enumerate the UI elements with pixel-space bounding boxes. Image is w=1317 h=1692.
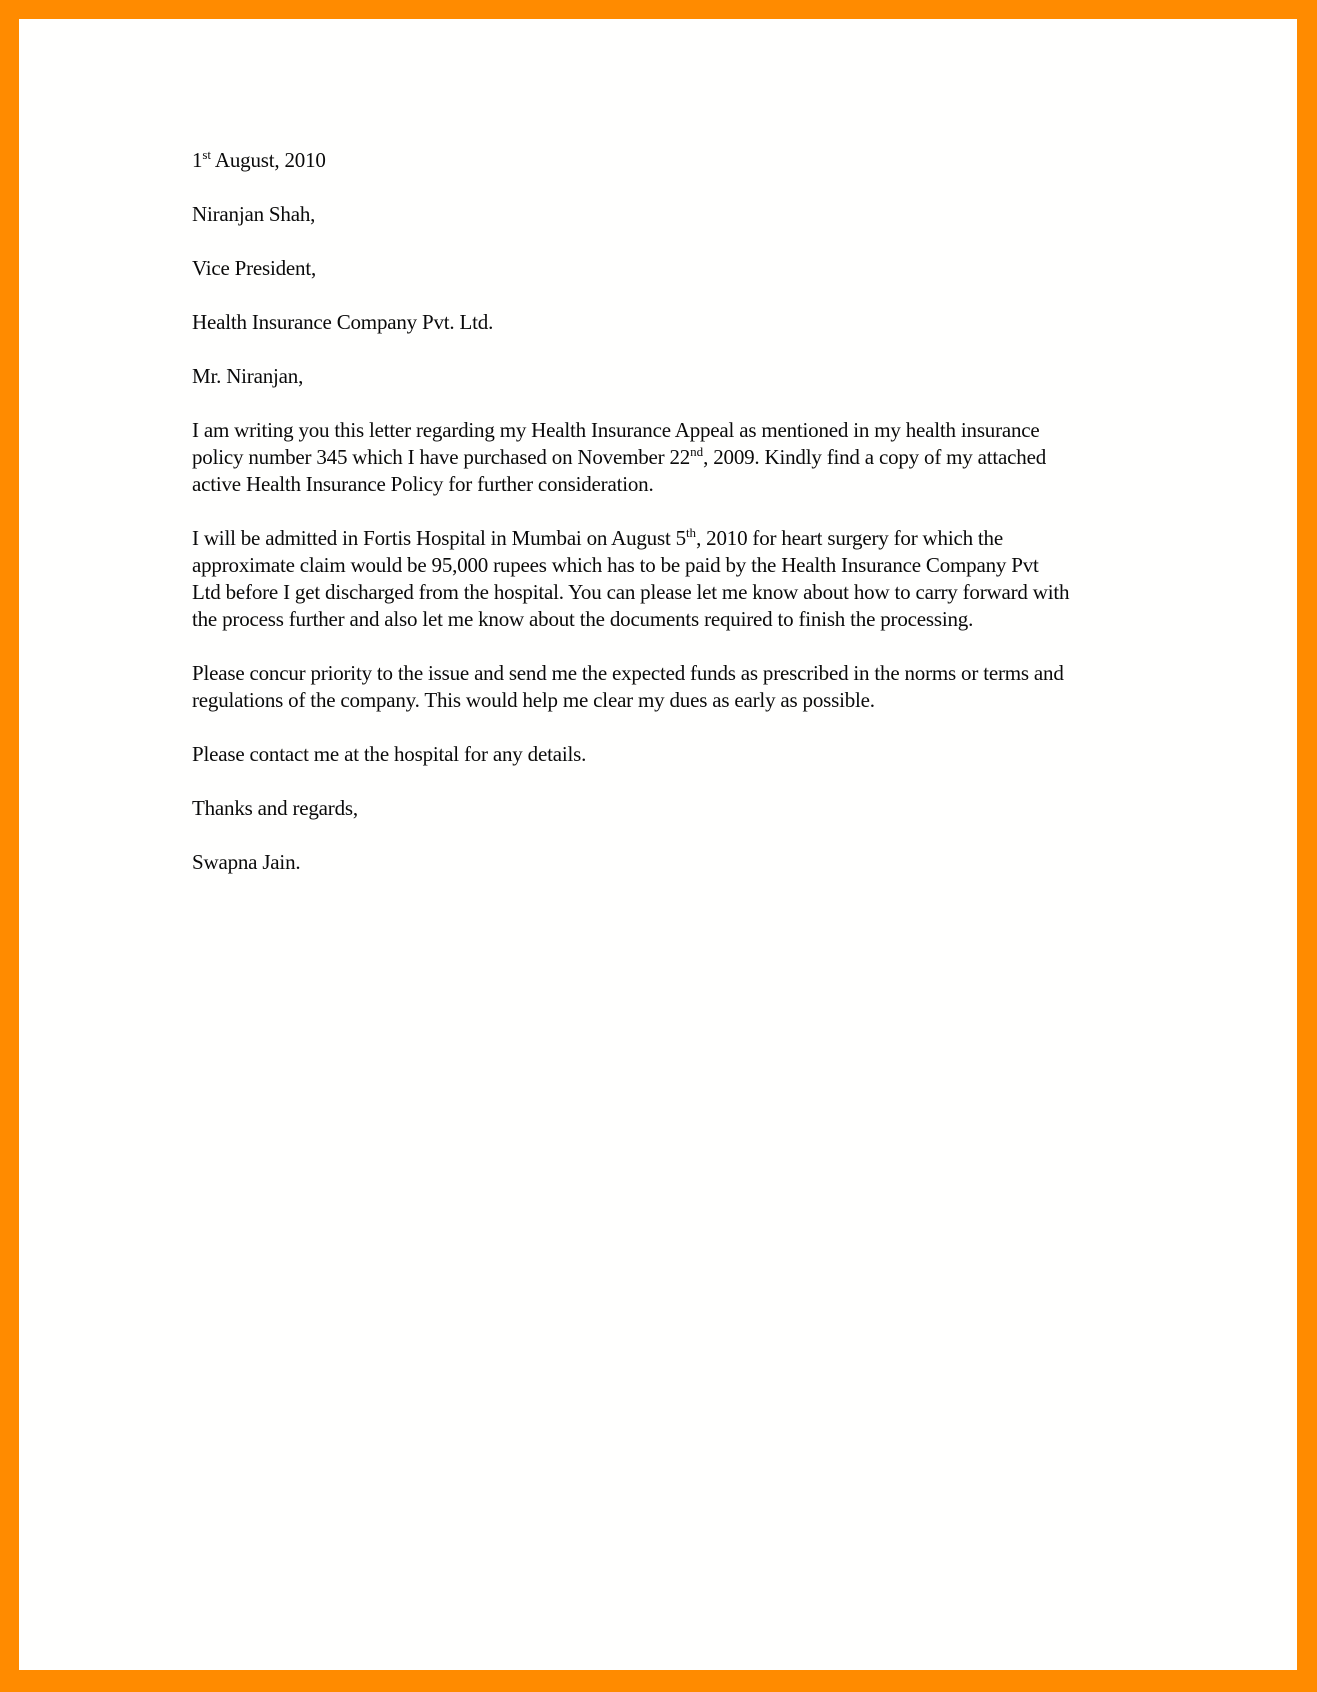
signature-name: Swapna Jain. <box>192 850 301 874</box>
letter-page <box>19 19 1297 1670</box>
paragraph-funds: Please concur priority to the issue and send me the expected funds as prescribed in the norms or terms and regulations of the company. This would help me clear my dues as early as possible. <box>192 661 1064 712</box>
salutation: Mr. Niranjan, <box>192 364 304 388</box>
recipient-name: Niranjan Shah, <box>192 202 316 226</box>
date-line: 1st August, 2010 <box>192 147 326 172</box>
paragraph-admission: I will be admitted in Fortis Hospital in Mumbai on August 5th, 2010 for heart surgery for which the approximate claim would be 95,000 rupees which has to be paid by the Health Insurance Company Pvt Ltd before I get discharged from the hospital. You can please let me know about how to carry forward with the process further and also let me know about the documents required to finish the processing. <box>192 525 1070 631</box>
recipient-company: Health Insurance Company Pvt. Ltd. <box>192 310 494 334</box>
recipient-title: Vice President, <box>192 256 317 280</box>
paragraph-appeal: I am writing you this letter regarding my Health Insurance Appeal as mentioned in my health insurance policy number 345 which I have purchased on November 22nd, 2009. Kindly find a copy of my attached active Health Insurance Policy for further consideration. <box>192 418 1047 496</box>
paragraph-contact: Please contact me at the hospital for any details. <box>192 742 587 766</box>
closing: Thanks and regards, <box>192 796 358 820</box>
letter-body <box>19 19 1297 876</box>
